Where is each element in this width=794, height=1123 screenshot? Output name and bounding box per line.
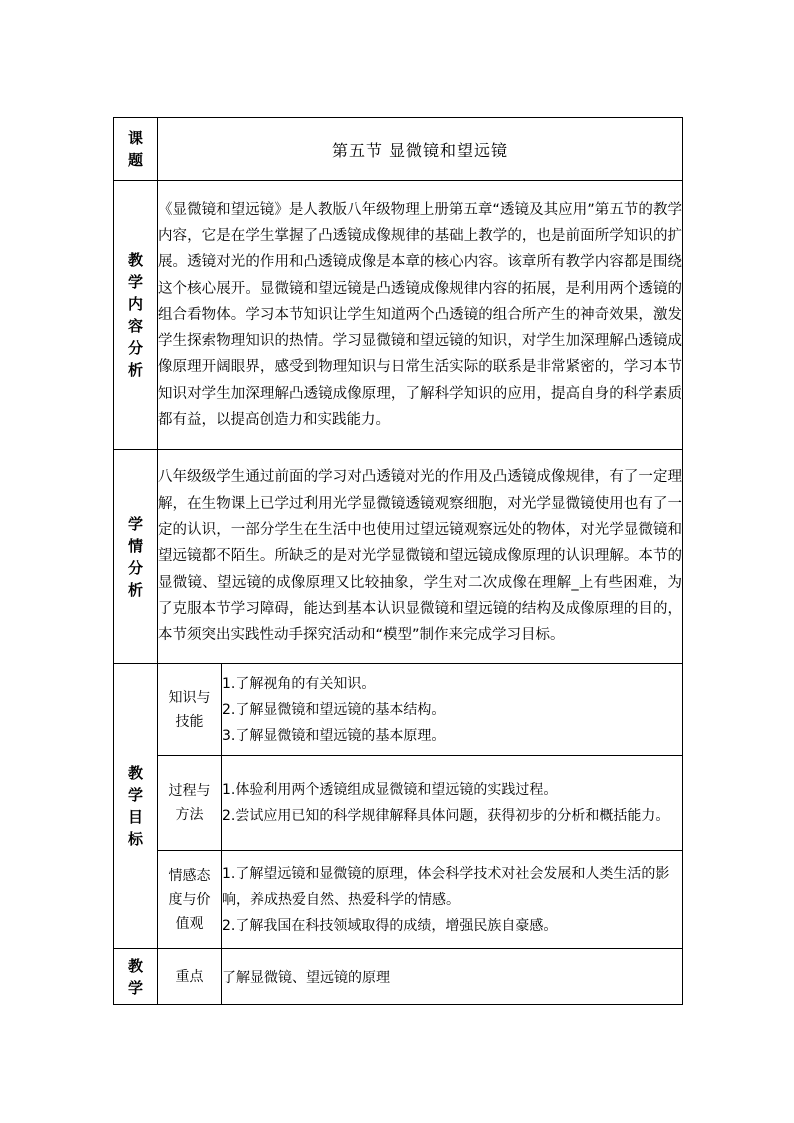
objective-emotion-row — [114, 851, 683, 949]
title-row — [114, 118, 683, 181]
process-label-cell — [158, 756, 222, 851]
title-header: 课题 — [127, 129, 143, 169]
knowledge-item: 1.了解视角的有关知识。 — [222, 675, 376, 692]
title-header-cell — [114, 118, 158, 181]
knowledge-label-cell — [158, 664, 222, 756]
objectives-header: 教学目标 — [127, 764, 143, 848]
content-analysis-text: 《显微镜和望远镜》是人教版八年级物理上册第五章“透镜及其应用”第五节的教学内容，它是在学生掌握了凸透镜成像规律的基础上教学的，也是前面所学知识的扩展。透镜对光的作用和凸透镜成像是本章的核心内容。该章所有教学内容都是围绕这个核心展开。显微镜和望远镜是凸透镜成像规律内容的拓展，是利用两个透镜的组合看物体。学习本节知识让学生知道两个凸透镜的组合所产生的神奇效果，激发学生探索物理知识的热情。学习显微镜和望远镜的知识，对学生加深理解凸透镜成像原理开阔眼界，感受到物理知识与日常生活实际的联系是非常紧密的，学习本节知识对学生加深理解凸透镜成像原理，了解科学知识的应用，提高自身的科学素质都有益，以提高创造力和实践能力。 — [158, 201, 682, 429]
emotion-item: 2.了解我国在科技领域取得的成绩，增强民族自豪感。 — [222, 917, 558, 934]
content-analysis-header-cell — [114, 181, 158, 450]
student-analysis-header: 学情分析 — [127, 514, 143, 599]
emotion-items-cell — [222, 851, 683, 949]
emotion-item: 1.了解望远镜和显微镜的原理，体会科学技术对社会发展和人类生活的影响，养成热爱自然、热爱科学的情感。 — [222, 865, 670, 908]
knowledge-item: 3.了解显微镜和望远镜的基本原理。 — [222, 727, 446, 744]
content-analysis-text-cell — [158, 181, 683, 450]
lesson-plan-table — [113, 117, 683, 1005]
student-analysis-header-cell — [114, 450, 158, 664]
key-text: 了解显微镜、望远镜的原理 — [222, 969, 390, 986]
process-items-cell — [222, 756, 683, 851]
content-analysis-header: 教学内容分析 — [127, 251, 143, 379]
knowledge-label: 知识与技能 — [168, 689, 211, 730]
key-label-cell — [158, 949, 222, 1005]
key-text-cell — [222, 949, 683, 1005]
process-item: 1.体验利用两个透镜组成显微镜和望远镜的实践过程。 — [222, 782, 558, 798]
knowledge-items-cell — [222, 664, 683, 756]
objective-process-row — [114, 756, 683, 851]
student-analysis-text: 八年级级学生通过前面的学习对凸透镜对光的作用及凸透镜成像规律，有了一定理解，在生物课上已学过利用光学显微镜透镜观察细胞，对光学显微镜使用也有了一定的认识，一部分学生在生活中也使用过望远镜观察远处的物体，对光学显微镜和望远镜都不陌生。所缺乏的是对光学显微镜和望远镜成像原理的认识理解。本节的显微镜、望远镜的成像原理又比较抽象，学生对二次成像在理解_上有些困难，为了克服本节学习障碍，能达到基本认识显微镜和望远镜的结构及成像原理的目的，本节须突出实践性动手探究活动和“模型”制作来完成学习目标。 — [158, 469, 682, 644]
lesson-title: 第五节 显微镜和望远镜 — [331, 140, 509, 160]
emotion-label-cell — [158, 851, 222, 949]
objective-knowledge-row — [114, 664, 683, 756]
content-analysis-row — [114, 181, 683, 450]
teaching-key-row — [114, 949, 683, 1005]
process-label: 过程与方法 — [168, 783, 211, 823]
emotion-label: 情感态度与价值观 — [168, 867, 211, 932]
student-analysis-row — [114, 450, 683, 664]
teaching-header-cell — [114, 949, 158, 1005]
lesson-title-cell — [158, 118, 683, 181]
process-item: 2.尝试应用已知的科学规律解释具体问题，获得初步的分析和概括能力。 — [222, 808, 670, 824]
knowledge-item: 2.了解显微镜和望远镜的基本结构。 — [222, 701, 446, 718]
key-label: 重点 — [175, 968, 204, 985]
objectives-header-cell — [114, 664, 158, 949]
student-analysis-text-cell — [158, 450, 683, 664]
teaching-header: 教学 — [127, 956, 143, 997]
